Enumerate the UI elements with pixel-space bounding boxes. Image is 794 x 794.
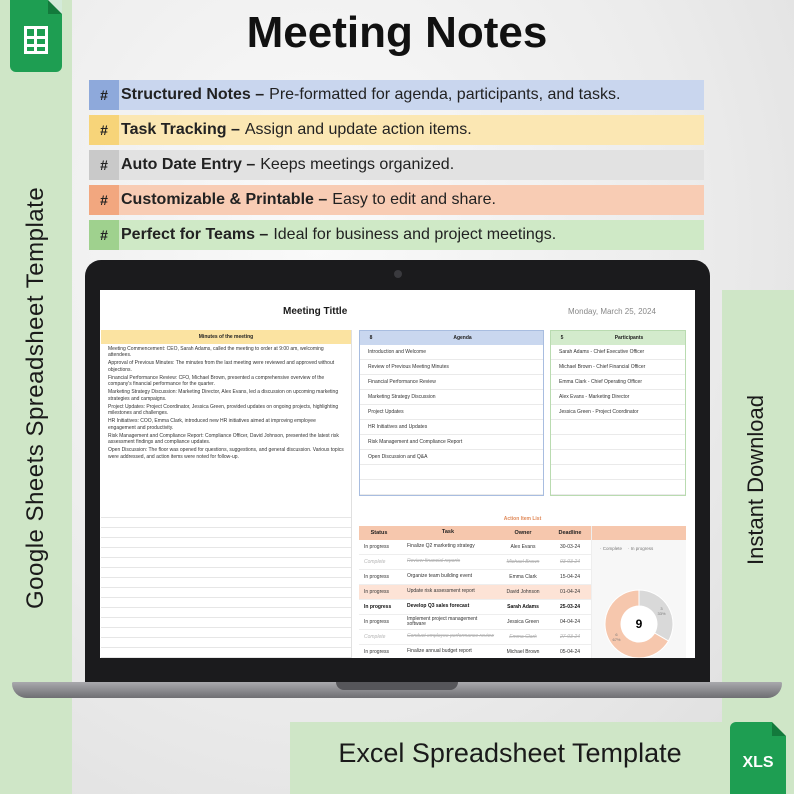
legend-complete: · Complete	[600, 546, 622, 551]
minutes-line: Open Discussion: The floor was opened for questions, suggestions, and general discussion. Various topics were addressed, and action items were noted for follow-up.	[108, 447, 344, 460]
list-item[interactable]: HR Initiatives and Updates	[360, 420, 543, 435]
owner-cell: Alex Evans	[510, 544, 536, 550]
left-vertical-caption: Google Sheets Spreadsheet Template	[22, 186, 49, 609]
minutes-header: Minutes of the meeting	[101, 330, 351, 344]
task-cell: Develop Q3 sales forecast	[407, 603, 470, 610]
status-cell: In progress	[364, 619, 390, 625]
owner-cell: Michael Brown	[506, 559, 540, 565]
status-cell: In progress	[364, 574, 390, 580]
task-cell: Finalize Q2 marketing strategy	[407, 543, 475, 550]
action-item-title: Action Item List	[503, 516, 542, 522]
hash-icon: #	[89, 115, 119, 145]
list-item[interactable]: Alex Evans - Marketing Director	[551, 390, 685, 405]
task-cell: Implement project management software	[407, 615, 478, 627]
minutes-line: Approval of Previous Minutes: The minutes from the last meeting were reviewed and approved without objections.	[108, 360, 335, 373]
participants-count: 5	[560, 335, 564, 341]
deadline-cell: 05-04-24	[559, 649, 580, 655]
table-row[interactable]	[359, 630, 591, 645]
col-status: Status	[370, 530, 388, 536]
status-cell: In progress	[364, 649, 390, 655]
hash-icon: #	[89, 185, 119, 215]
hash-icon: #	[89, 150, 119, 180]
list-item[interactable]: Project Updates	[360, 405, 543, 420]
status-cell: In progress	[364, 604, 392, 610]
excel-icon	[730, 722, 786, 794]
table-row[interactable]	[359, 540, 591, 555]
col-owner: Owner	[514, 530, 532, 536]
action-rows	[359, 540, 591, 658]
table-row[interactable]	[359, 570, 591, 585]
feature-row	[89, 150, 704, 180]
table-row[interactable]	[359, 555, 591, 570]
minutes-line: HR Initiatives: COO, Emma Clark, introduced new HR initiatives aimed at improving employee engagement and productivity.	[108, 418, 316, 431]
donut-count-label: 6	[615, 632, 618, 637]
google-sheets-icon	[10, 0, 62, 72]
feature-title: Auto Date Entry –	[121, 156, 256, 173]
xls-label: XLS	[742, 754, 774, 771]
action-item-table	[359, 526, 591, 658]
deadline-cell: 03-03-24	[559, 559, 580, 565]
feature-text	[119, 185, 704, 215]
action-table-header	[359, 526, 591, 540]
hash-icon: #	[89, 80, 119, 110]
feature-title: Task Tracking –	[121, 121, 240, 138]
minutes-ruled-lines	[101, 508, 351, 658]
participants-title: Participants	[614, 335, 644, 341]
feature-text	[119, 115, 704, 145]
status-cell: Complete	[364, 634, 386, 640]
donut-count-label: 3	[660, 606, 663, 611]
page-title: Meeting Notes	[246, 8, 548, 57]
minutes-line: Marketing Strategy Discussion: Marketing Director, Alex Evans, led a discussion on upcoming marketing strategies and campaigns.	[108, 389, 339, 402]
feature-description: Easy to edit and share.	[332, 191, 496, 208]
owner-cell: Emma Clark	[509, 574, 537, 580]
list-item[interactable]: Marketing Strategy Discussion	[360, 390, 543, 405]
task-cell: Organize team building event	[407, 573, 473, 580]
minutes-panel	[101, 330, 352, 658]
feature-description: Assign and update action items.	[244, 121, 472, 138]
deadline-cell: 30-03-24	[559, 544, 580, 550]
list-item[interactable]	[551, 480, 685, 495]
minutes-line: Project Updates: Project Coordinator, Jessica Green, provided updates on ongoing projects, highlighting milestones and challenges.	[108, 403, 339, 416]
task-cell: Finalize annual budget report	[407, 648, 472, 655]
list-item[interactable]: Introduction and Welcome	[360, 345, 543, 360]
feature-description: Pre-formatted for agenda, participants, and tasks.	[269, 86, 621, 103]
owner-cell: David Johnson	[506, 589, 540, 595]
minutes-text[interactable]	[101, 346, 351, 461]
list-item[interactable]	[551, 435, 685, 450]
right-vertical-caption: Instant Download	[743, 395, 768, 565]
task-cell: Conduct employee performance review	[407, 633, 494, 640]
list-item[interactable]: Open Discussion and Q&A	[360, 450, 543, 465]
donut-percent-label: 67%	[612, 637, 621, 642]
status-cell: In progress	[364, 589, 390, 595]
participants-header	[551, 331, 685, 345]
feature-title: Customizable & Printable –	[121, 191, 328, 208]
legend-in-progress: · In progress	[628, 546, 653, 551]
deadline-cell: 04-04-24	[559, 619, 580, 625]
minutes-line: Meeting Commencement: CEO, Sarah Adams, called the meeting to order at 9:00 am, welcoming attendees.	[108, 345, 324, 358]
list-item[interactable]	[360, 480, 543, 495]
status-donut-chart	[592, 526, 687, 658]
donut-total: 9	[635, 617, 643, 631]
owner-cell: Michael Brown	[506, 649, 540, 655]
agenda-header	[360, 331, 543, 345]
col-deadline: Deadline	[558, 530, 582, 536]
participants-panel	[550, 330, 686, 496]
task-cell: Review financial reports	[407, 558, 461, 565]
deadline-cell: 25-03-24	[559, 604, 580, 610]
list-item[interactable]: Sarah Adams - Chief Executive Officer	[551, 345, 685, 360]
list-item[interactable]: Risk Management and Compliance Report	[360, 435, 543, 450]
table-row[interactable]	[359, 645, 591, 658]
feature-row	[89, 115, 704, 145]
list-item[interactable]	[551, 465, 685, 480]
agenda-title: Agenda	[453, 335, 472, 341]
bottom-caption: Excel Spreadsheet Template	[338, 738, 682, 768]
feature-title: Perfect for Teams –	[121, 226, 269, 243]
donut-percent-label: 33%	[657, 611, 666, 616]
list-item[interactable]: Michael Brown - Chief Financial Officer	[551, 360, 685, 375]
feature-description: Ideal for business and project meetings.	[273, 226, 557, 243]
feature-description: Keeps meetings organized.	[260, 156, 455, 173]
hash-icon: #	[89, 220, 119, 250]
table-row[interactable]	[359, 585, 591, 600]
table-row[interactable]	[359, 600, 591, 615]
feature-text	[119, 80, 704, 110]
agenda-list	[360, 345, 543, 495]
deadline-cell: 01-04-24	[559, 589, 580, 595]
status-cell: Complete	[364, 559, 386, 565]
list-item[interactable]	[551, 420, 685, 435]
agenda-count: 8	[369, 335, 373, 341]
laptop-notch	[336, 682, 458, 690]
spreadsheet-screen	[100, 290, 695, 658]
owner-cell: Jessica Green	[507, 619, 539, 625]
feature-text	[119, 150, 704, 180]
feature-text	[119, 220, 704, 250]
col-task: Task	[441, 529, 455, 536]
deadline-cell: 27-03-24	[559, 634, 580, 640]
feature-row	[89, 220, 704, 250]
deadline-cell: 15-04-24	[559, 574, 580, 580]
status-cell: In progress	[364, 544, 390, 550]
owner-cell: Emma Clark	[509, 634, 537, 640]
minutes-line: Financial Performance Review: CFO, Michael Brown, presented a comprehensive overview of the company's financial performance for the quarter.	[108, 374, 325, 387]
feature-title: Structured Notes –	[121, 86, 265, 103]
minutes-line: Risk Management and Compliance Report: Compliance Officer, David Johnson, presented the latest risk assessment findings and compliance updates.	[108, 432, 339, 445]
sheet-date[interactable]: Monday, March 25, 2024	[568, 307, 656, 316]
status-chart-panel	[591, 526, 686, 658]
table-row[interactable]	[359, 615, 591, 630]
list-item[interactable]: Financial Performance Review	[360, 375, 543, 390]
sheet-title[interactable]: Meeting Tittle	[283, 306, 348, 317]
camera-icon	[394, 270, 402, 278]
feature-row	[89, 185, 704, 215]
task-cell: Update risk assessment report	[407, 588, 475, 595]
list-item[interactable]	[360, 465, 543, 480]
list-item[interactable]: Jessica Green - Project Coordinator	[551, 405, 685, 420]
owner-cell: Sarah Adams	[507, 604, 539, 610]
list-item[interactable]: Review of Previous Meeting Minutes	[360, 360, 543, 375]
list-item[interactable]: Emma Clark - Chief Operating Officer	[551, 375, 685, 390]
feature-row	[89, 80, 704, 110]
participants-list	[551, 345, 685, 495]
list-item[interactable]	[551, 450, 685, 465]
agenda-panel	[359, 330, 544, 496]
